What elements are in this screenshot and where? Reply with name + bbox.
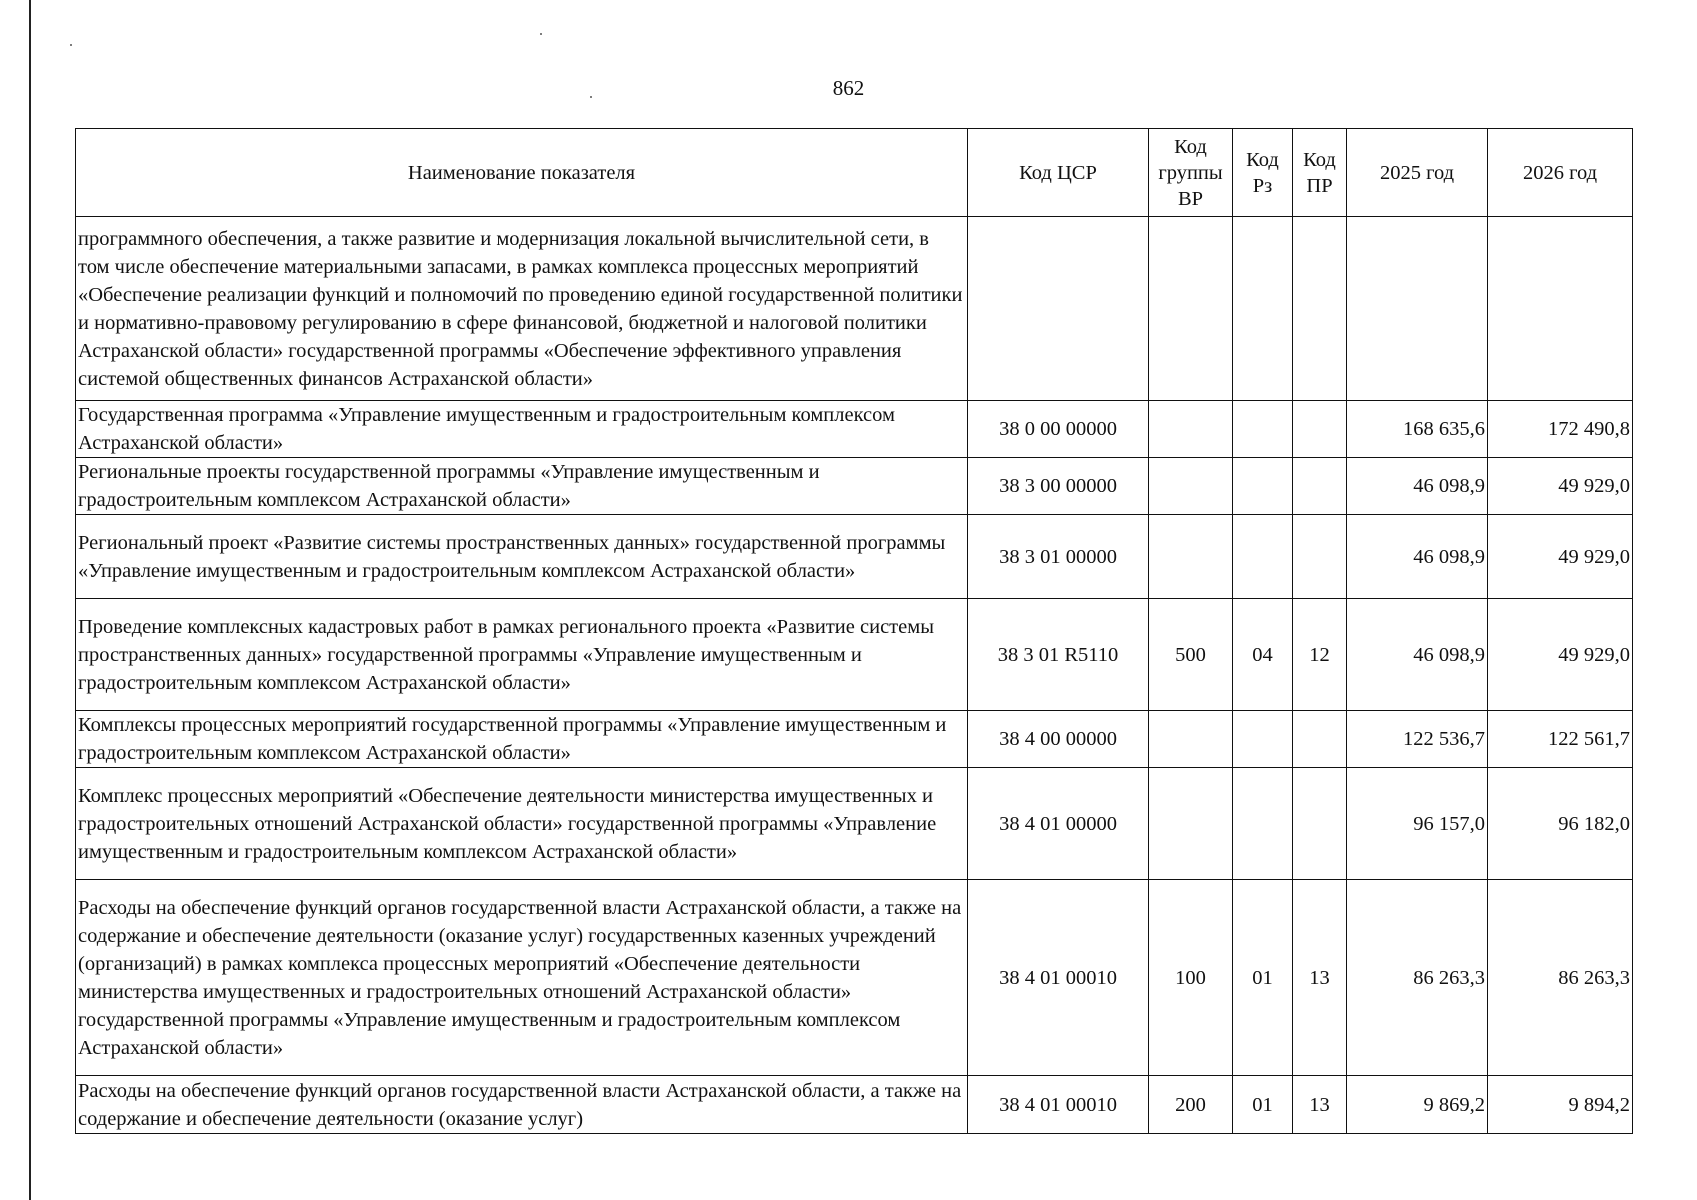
binding-edge-line bbox=[29, 0, 31, 1200]
row-2025 bbox=[1347, 217, 1488, 401]
table-row bbox=[76, 880, 1633, 1076]
row-vr bbox=[1149, 515, 1233, 599]
row-csr: 38 3 01 00000 bbox=[968, 515, 1149, 599]
row-pr bbox=[1293, 458, 1347, 515]
table-header-row bbox=[76, 129, 1633, 217]
row-csr bbox=[968, 217, 1149, 401]
row-csr: 38 0 00 00000 bbox=[968, 401, 1149, 458]
table-row bbox=[76, 1076, 1633, 1134]
header-vr: Код группы ВР bbox=[1149, 129, 1233, 217]
row-rz bbox=[1233, 458, 1293, 515]
row-2026: 49 929,0 bbox=[1488, 515, 1633, 599]
row-2025: 9 869,2 bbox=[1347, 1076, 1488, 1134]
row-name: Расходы на обеспечение функций органов государственной власти Астраханской области, а также на содержание и обеспечение деятельности (оказание услуг) государственных казенных учреждений (организаций) в рамках комплекса процессных мероприятий «Обеспечение деятельности министерства имущественных и градостроительных отношений Астраханской области» государственной программы «Управление имущественным и градостроительным комплексом Астраханской области» bbox=[76, 880, 968, 1076]
budget-table bbox=[75, 128, 1633, 1134]
row-pr bbox=[1293, 768, 1347, 880]
row-name: Комплекс процессных мероприятий «Обеспечение деятельности министерства имущественных и градостроительных отношений Астраханской области» государственной программы «Управление имущественным и градостроительным комплексом Астраханской области» bbox=[76, 768, 968, 880]
scan-speck bbox=[70, 44, 72, 46]
row-name: Проведение комплексных кадастровых работ в рамках регионального проекта «Развитие системы пространственных данных» государственной программы «Управление имущественным и градостроительным комплексом Астраханской области» bbox=[76, 599, 968, 711]
table-row bbox=[76, 711, 1633, 768]
row-rz: 01 bbox=[1233, 880, 1293, 1076]
row-2025: 122 536,7 bbox=[1347, 711, 1488, 768]
row-pr bbox=[1293, 401, 1347, 458]
row-2026: 96 182,0 bbox=[1488, 768, 1633, 880]
header-pr: Код ПР bbox=[1293, 129, 1347, 217]
row-vr bbox=[1149, 458, 1233, 515]
row-csr: 38 3 01 R5110 bbox=[968, 599, 1149, 711]
row-2025: 86 263,3 bbox=[1347, 880, 1488, 1076]
row-name: Расходы на обеспечение функций органов государственной власти Астраханской области, а также на содержание и обеспечение деятельности (оказание услуг) bbox=[76, 1076, 968, 1134]
scan-speck bbox=[540, 33, 542, 35]
row-name: Региональный проект «Развитие системы пространственных данных» государственной программы «Управление имущественным и градостроительным комплексом Астраханской области» bbox=[76, 515, 968, 599]
page-number: 862 bbox=[832, 76, 865, 100]
row-csr: 38 4 01 00010 bbox=[968, 880, 1149, 1076]
row-2025: 46 098,9 bbox=[1347, 458, 1488, 515]
row-2026 bbox=[1488, 217, 1633, 401]
row-pr bbox=[1293, 515, 1347, 599]
row-2026: 49 929,0 bbox=[1488, 599, 1633, 711]
row-rz bbox=[1233, 768, 1293, 880]
row-2026: 86 263,3 bbox=[1488, 880, 1633, 1076]
row-vr: 100 bbox=[1149, 880, 1233, 1076]
row-vr bbox=[1149, 217, 1233, 401]
row-2026: 172 490,8 bbox=[1488, 401, 1633, 458]
row-pr: 13 bbox=[1293, 1076, 1347, 1134]
header-year-2025: 2025 год bbox=[1347, 129, 1488, 217]
header-csr: Код ЦСР bbox=[968, 129, 1149, 217]
row-2025: 96 157,0 bbox=[1347, 768, 1488, 880]
row-rz bbox=[1233, 711, 1293, 768]
table-row bbox=[76, 401, 1633, 458]
row-pr: 12 bbox=[1293, 599, 1347, 711]
row-rz bbox=[1233, 401, 1293, 458]
row-rz bbox=[1233, 515, 1293, 599]
row-name: программного обеспечения, а также развитие и модернизация локальной вычислительной сети, в том числе обеспечение материальными запасами, в рамках комплекса процессных мероприятий «Обеспечение реализации функций и полномочий по проведению единой государственной политики и нормативно-правовому регулированию в сфере финансовой, бюджетной и налоговой политики Астраханской области» государственной программы «Обеспечение эффективного управления системой общественных финансов Астраханской области» bbox=[76, 217, 968, 401]
row-vr bbox=[1149, 768, 1233, 880]
row-csr: 38 3 00 00000 bbox=[968, 458, 1149, 515]
row-csr: 38 4 01 00010 bbox=[968, 1076, 1149, 1134]
row-name: Региональные проекты государственной программы «Управление имущественным и градостроительным комплексом Астраханской области» bbox=[76, 458, 968, 515]
row-rz: 04 bbox=[1233, 599, 1293, 711]
row-vr: 200 bbox=[1149, 1076, 1233, 1134]
row-vr: 500 bbox=[1149, 599, 1233, 711]
table-row bbox=[76, 768, 1633, 880]
row-pr bbox=[1293, 217, 1347, 401]
row-csr: 38 4 00 00000 bbox=[968, 711, 1149, 768]
row-vr bbox=[1149, 401, 1233, 458]
table-row bbox=[76, 217, 1633, 401]
row-2026: 49 929,0 bbox=[1488, 458, 1633, 515]
table-row bbox=[76, 515, 1633, 599]
header-rz: Код Рз bbox=[1233, 129, 1293, 217]
header-name: Наименование показателя bbox=[76, 129, 968, 217]
row-csr: 38 4 01 00000 bbox=[968, 768, 1149, 880]
row-2026: 9 894,2 bbox=[1488, 1076, 1633, 1134]
row-vr bbox=[1149, 711, 1233, 768]
row-2026: 122 561,7 bbox=[1488, 711, 1633, 768]
row-name: Государственная программа «Управление имущественным и градостроительным комплексом Астраханской области» bbox=[76, 401, 968, 458]
row-2025: 168 635,6 bbox=[1347, 401, 1488, 458]
row-pr: 13 bbox=[1293, 880, 1347, 1076]
row-rz bbox=[1233, 217, 1293, 401]
table-row bbox=[76, 458, 1633, 515]
header-year-2026: 2026 год bbox=[1488, 129, 1633, 217]
row-2025: 46 098,9 bbox=[1347, 515, 1488, 599]
row-rz: 01 bbox=[1233, 1076, 1293, 1134]
row-2025: 46 098,9 bbox=[1347, 599, 1488, 711]
table-row bbox=[76, 599, 1633, 711]
row-name: Комплексы процессных мероприятий государственной программы «Управление имущественным и градостроительным комплексом Астраханской области» bbox=[76, 711, 968, 768]
row-pr bbox=[1293, 711, 1347, 768]
